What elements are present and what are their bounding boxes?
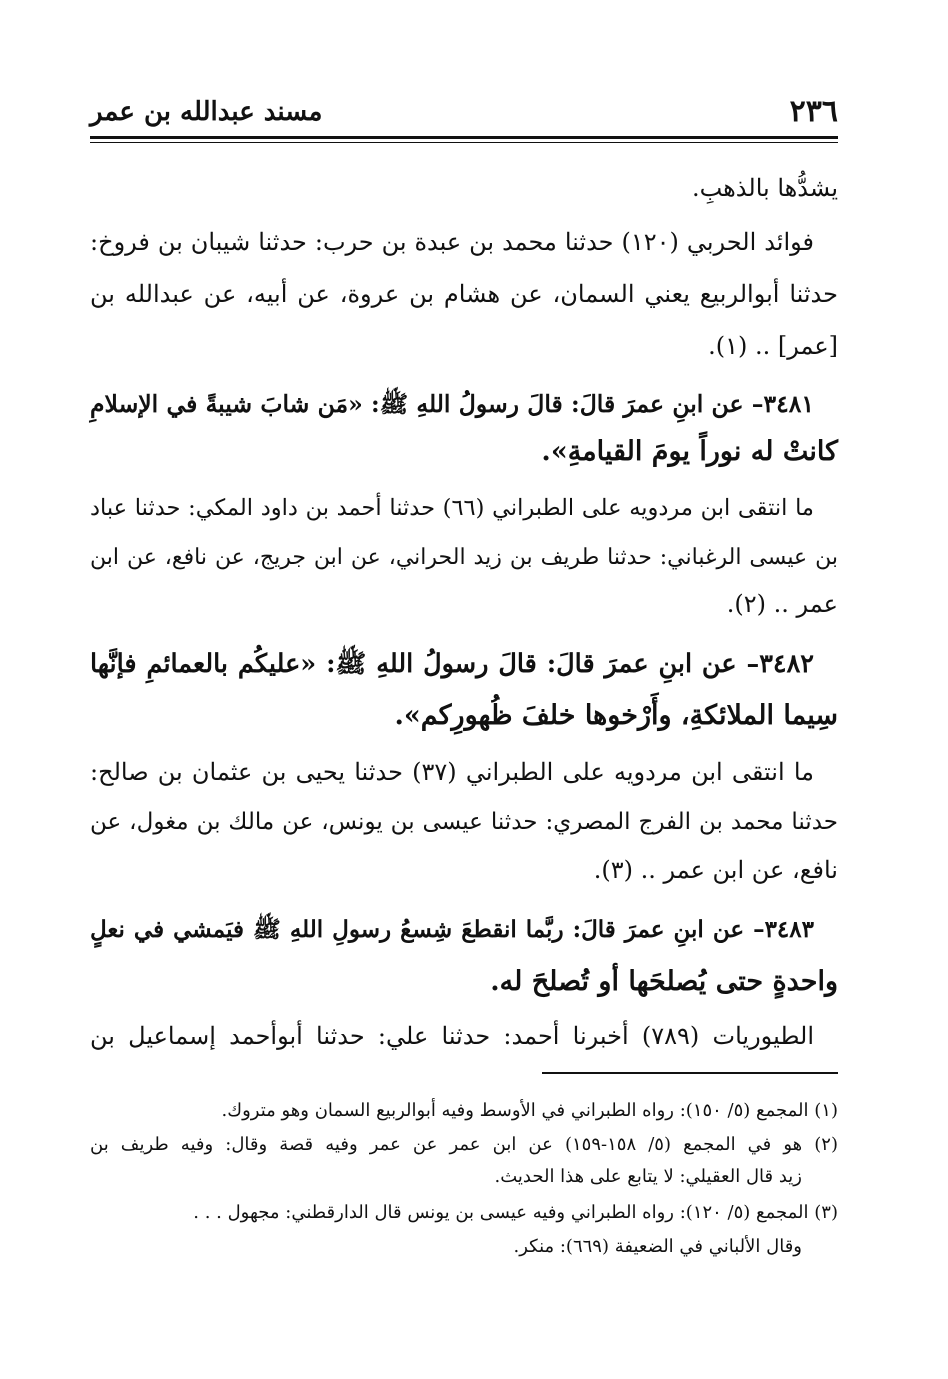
footnote-1: (١) المجمع (٥/ ١٥٠): رواه الطبراني في الأوسط وفيه أبوالربيع السمان وهو متروك. [221,1100,838,1121]
footnote-separator [542,1072,838,1074]
footnote-2: (٢) هو في المجمع (٥/ ١٥٨-١٥٩) عن ابن عمر عن عمر وفيه قصة وقال: وفيه طريف بن [90,1134,838,1155]
running-header [90,92,838,132]
hadith-3483-line: ٣٤٨٣– عن ابنِ عمرَ قالَ: ربَّما انقطعَ شِسعُ رسولِ اللهِ ﷺ فيَمشي في نعلٍ [90,916,814,943]
hadith-3482-line: ٣٤٨٢– عن ابنِ عمرَ قالَ: قالَ رسولُ اللهِ ﷺ: «عليكُم بالعمائمِ فإنَّها [90,649,814,679]
header-rule-thin [90,142,838,143]
hadith-3481-line: ٣٤٨١– عن ابنِ عمرَ قالَ: قالَ رسولُ اللهِ ﷺ: «مَن شابَ شيبةً في الإسلامِ [90,390,814,418]
source-line: [عمر] .. (١). [708,332,838,360]
book-title: مسند عبدالله بن عمر [90,97,323,127]
source-line: حدثنا محمد بن الفرج المصري: حدثنا عيسى بن يونس، عن مالك بن مغول، عن [90,809,838,835]
source-line: نافع، عن ابن عمر .. (٣). [593,856,838,884]
source-line: ما انتقى ابن مردويه على الطبراني (٣٧) حدثنا يحيى بن عثمان بن صالح: [90,758,815,786]
source-line: عمر .. (٢). [726,590,838,618]
book-page [90,82,838,1342]
footnote-3: (٣) المجمع (٥/ ١٢٠): رواه الطبراني وفيه عيسى بن يونس قال الدارقطني: مجهول . . . [193,1202,838,1223]
page-number: ٢٣٦ [789,94,838,129]
source-line: الطيوريات (٧٨٩) أخبرنا أحمد: حدثنا علي: حدثنا أبوأحمد إسماعيل بن [90,1022,814,1050]
header-rule-thick [90,136,838,139]
source-line: حدثنا أبوالربيع يعني السمان، عن هشام بن عروة، عن أبيه، عن عبدالله بن [90,280,838,308]
source-line: فوائد الحربي (١٢٠) حدثنا محمد بن عبدة بن حرب: حدثنا شيبان بن فروخ: [90,228,815,256]
hadith-3481-line: كانتْ له نوراً يومَ القيامةِ». [541,436,838,467]
footnote-3-continued: وقال الألباني في الضعيفة (٦٦٩): منكر. [513,1236,802,1257]
footnote-2-continued: زيد قال العقيلي: لا يتابع على هذا الحديث. [494,1166,802,1187]
hadith-3482-line: سِيما الملائكةِ، وأَرْخوها خلفَ ظُهورِكم». [394,700,838,731]
hadith-3483-line: واحدةٍ حتى يُصلحَها أو تُصلحَ له. [490,966,838,997]
source-line: ما انتقى ابن مردويه على الطبراني (٦٦) حدثنا أحمد بن داود المكي: حدثنا عباد [90,495,814,521]
source-line: بن عيسى الرغباني: حدثنا طريف بن زيد الحراني، عن ابن جريج، عن نافع، عن ابن [90,545,838,570]
text-line: يشدُّها بالذهبِ. [691,174,838,202]
